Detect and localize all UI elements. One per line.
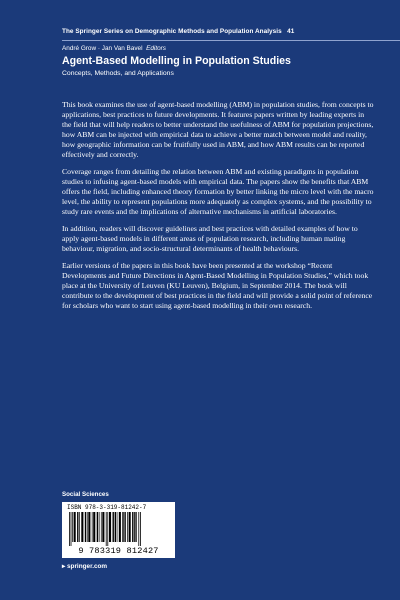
barcode-bar: [138, 512, 139, 546]
barcode-bar: [101, 512, 102, 542]
barcode-bar: [79, 512, 80, 542]
isbn-text: ISBN 978-3-319-81242-7: [67, 504, 147, 511]
barcode-bar: [69, 512, 70, 546]
barcode-bar: [140, 512, 141, 546]
barcode-bar: [71, 512, 72, 546]
blurb-paragraph: In addition, readers will discover guidelines and best practices with detailed examples of how to apply agent-based models in different areas of population research, including human mating behaviour, migration, and socio-structural determinants of health behaviours.: [62, 224, 358, 253]
editors-line: [62, 45, 166, 52]
arrow-icon: ▸: [62, 563, 67, 570]
book-title: Agent-Based Modelling in Population Studies: [62, 55, 291, 67]
barcode-bar: [136, 512, 137, 542]
barcode-bar: [124, 512, 125, 542]
series-title: The Springer Series on Demographic Methods and Population Analysis: [62, 28, 282, 35]
subject-category: Social Sciences: [62, 491, 109, 498]
barcode-bar: [127, 512, 128, 542]
barcode-bar: [132, 512, 133, 542]
barcode-box: [62, 502, 175, 558]
header-rule: [62, 40, 400, 41]
blurb-paragraph: Coverage ranges from detailing the relation between ABM and existing paradigms in population studies to infusing agent-based models with empirical data. The papers show the benefits that ABM offers the field, including enhanced theory formation by better linking the micro level with the macro level, the ability to represent populations more adequately as complex systems, and the possibility to study rare events and the implications of alternative mechanisms in artificial laboratories.: [62, 167, 374, 216]
barcode-bar: [102, 512, 104, 542]
barcode-bar: [134, 512, 135, 542]
website-text: springer.com: [66, 563, 108, 570]
barcode-bar: [115, 512, 116, 542]
editors-label: Editors: [146, 45, 166, 52]
series-volume: 41: [287, 28, 295, 35]
barcode-bar: [93, 512, 95, 542]
barcode-bar: [107, 512, 108, 546]
barcode-digits: 9 783319 812427: [78, 546, 159, 556]
barcode-bar: [92, 512, 93, 542]
barcode-bar: [119, 512, 121, 542]
barcode-bar: [109, 512, 111, 542]
publisher-website: [62, 562, 107, 570]
barcode-bar: [106, 512, 107, 546]
barcode-bar: [72, 512, 73, 542]
barcode-bar: [74, 512, 76, 542]
blurb: [62, 100, 374, 319]
barcode-bar: [81, 512, 83, 542]
barcode-bar: [87, 512, 88, 542]
barcode-bar: [113, 512, 114, 542]
barcode-bar: [122, 512, 123, 542]
barcode-bar: [99, 512, 100, 542]
blurb-paragraph: This book examines the use of agent-based modelling (ABM) in population studies, from concepts to applications, best practices to future developments. It features papers written by leading experts in the field that will help readers to better understand the usefulness of ABM for population projections, how ABM can be injected with empirical data to achieve a better match between model and reality, how geographic information can be fruitfully used in ABM, and how ABM results can be reported effectively and correctly.: [62, 100, 374, 159]
blurb-paragraph: Earlier versions of the papers in this book have been presented at the workshop “Recent Developments and Future Directions in Agent-Based Modelling in Population Studies,” which took place at the University of Leuven (KU Leuven), Belgium, in September 2014. The book will contribute to the development of best practices in the field and will provide a solid point of reference for scholars who want to start using agent-based modelling in their own research.: [62, 261, 373, 311]
editor-names: André Grow · Jan Van Bavel: [62, 45, 143, 52]
barcode-bar: [77, 512, 78, 542]
barcode-bar: [97, 512, 98, 542]
barcode-bar: [129, 512, 131, 542]
book-subtitle: Concepts, Methods, and Applications: [62, 70, 174, 77]
barcode: [67, 512, 170, 546]
barcode-bar: [88, 512, 90, 542]
series-header: [62, 28, 294, 35]
barcode-bar: [85, 512, 86, 542]
barcode-bar: [117, 512, 118, 542]
